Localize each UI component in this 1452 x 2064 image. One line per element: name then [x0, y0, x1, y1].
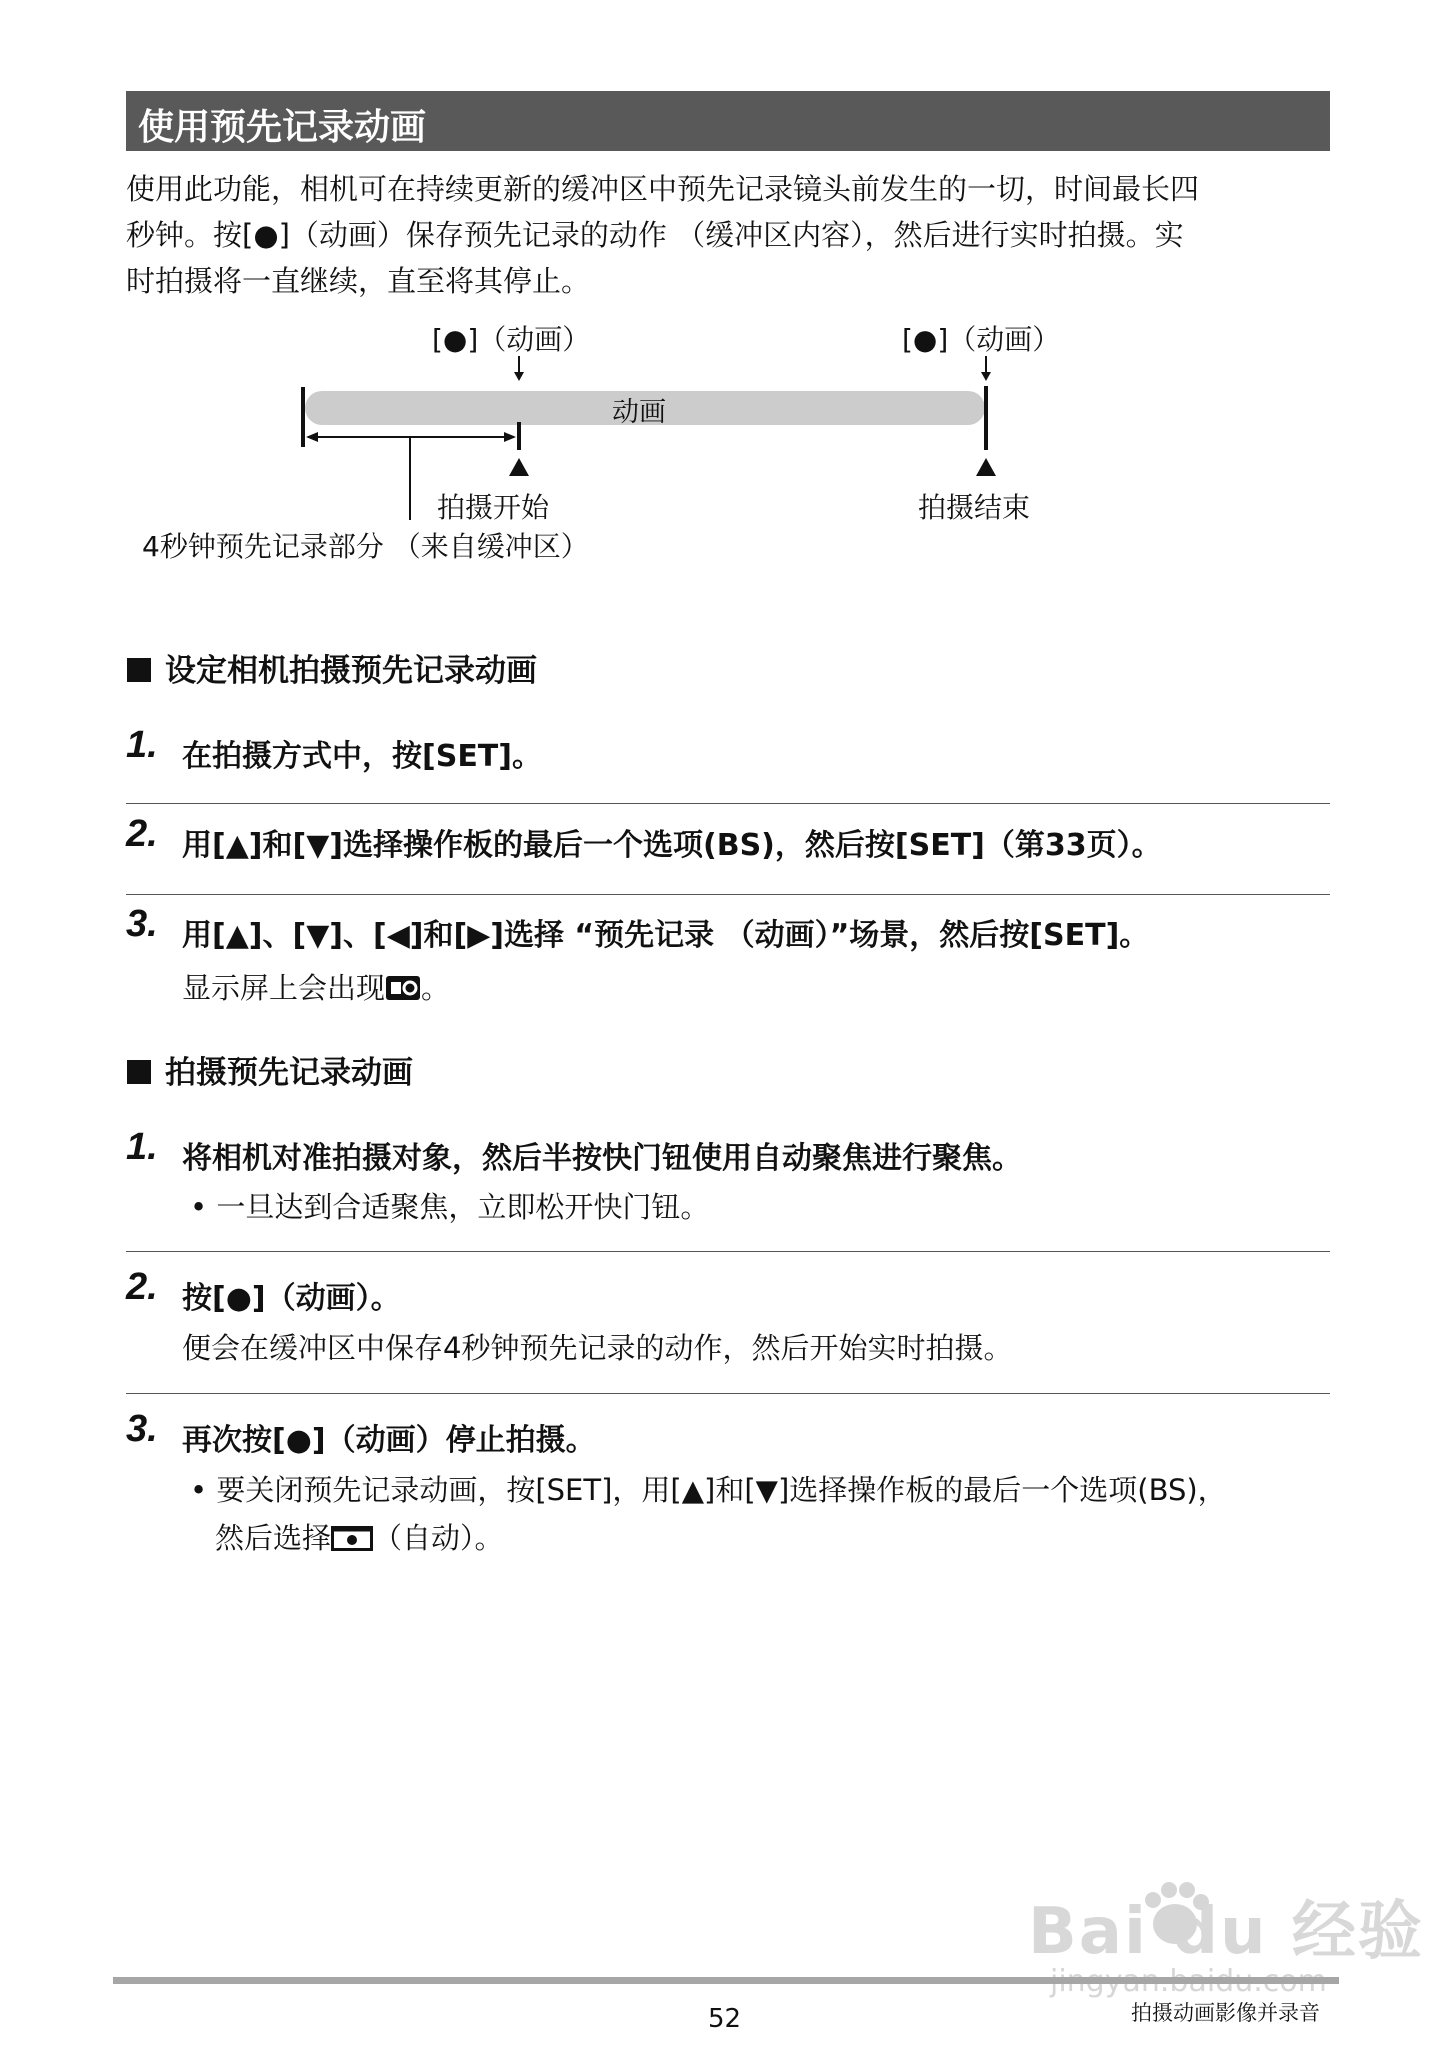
end-down-arrow-icon — [981, 356, 991, 381]
record-start-label: 拍摄开始 — [437, 491, 550, 524]
shoot-step-3-bullet-line-1: • 要关闭预先记录动画，按[SET]，用[▲]和[▼]选择操作板的最后一个选项(BS)， — [190, 1473, 1227, 1507]
divider — [126, 1251, 1330, 1252]
intro-line-2: 秒钟。按[●]（动画）保存预先记录的动作 （缓冲区内容），然后进行实时拍摄。实 — [126, 218, 1184, 252]
shoot-step-3-text: 再次按[●]（动画）停止拍摄。 — [182, 1423, 596, 1458]
shoot-heading — [127, 1047, 413, 1092]
shoot-step-1-number: 1. — [126, 1126, 158, 1168]
shoot-step-3-bullet-line-2-end: （自动）。 — [373, 1521, 504, 1555]
setup-step-3-number: 3. — [126, 903, 158, 945]
heading-square-icon — [127, 658, 151, 682]
section-title: 使用预先记录动画 — [138, 107, 427, 148]
shoot-step-2-sub: 便会在缓冲区中保存4秒钟预先记录的动作，然后开始实时拍摄。 — [182, 1331, 1013, 1365]
shoot-step-1-bullet: • 一旦达到合适聚焦，立即松开快门钮。 — [190, 1190, 710, 1224]
shoot-step-3-bullet-line-2 — [215, 1516, 504, 1559]
setup-step-1-text: 在拍摄方式中，按[SET]。 — [182, 739, 542, 774]
setup-heading — [127, 645, 537, 690]
bar-label: 动画 — [612, 397, 666, 428]
end-triangle-icon — [976, 458, 996, 476]
heading-square-icon — [127, 1060, 151, 1084]
footer-rule — [113, 1977, 1339, 1984]
setup-step-2-number: 2. — [126, 813, 158, 855]
divider — [126, 894, 1330, 895]
shoot-step-3-bullet-line-2-text: 然后选择 — [215, 1521, 332, 1555]
record-end-label: 拍摄结束 — [918, 491, 1031, 524]
shoot-heading-text: 拍摄预先记录动画 — [165, 1055, 413, 1091]
shoot-step-3-number: 3. — [126, 1408, 158, 1450]
intro-line-3: 时拍摄将一直继续，直至将其停止。 — [126, 264, 591, 298]
divider — [126, 803, 1330, 804]
start-triangle-icon — [509, 458, 529, 476]
start-down-arrow-icon — [514, 356, 524, 381]
setup-step-3-sub-text: 显示屏上会出现 — [182, 971, 386, 1005]
page-number: 52 — [708, 2004, 742, 2034]
prerecord-movie-icon — [385, 974, 421, 1009]
shoot-step-1-text: 将相机对准拍摄对象，然后半按快门钮使用自动聚焦进行聚焦。 — [182, 1141, 1022, 1176]
shoot-step-2-number: 2. — [126, 1266, 158, 1308]
intro-line-1: 使用此功能，相机可在持续更新的缓冲区中预先记录镜头前发生的一切，时间最长四 — [126, 172, 1200, 206]
diagram-end-button-label: [●]（动画） — [902, 323, 1061, 356]
auto-mode-camera-icon — [331, 1524, 373, 1559]
footer-chapter-title: 拍摄动画影像并录音 — [1131, 2001, 1320, 2025]
setup-step-3-sub — [182, 966, 450, 1009]
setup-step-1-number: 1. — [126, 724, 158, 766]
watermark-text: Bai du 经验 — [1028, 1895, 1424, 1969]
divider — [126, 1393, 1330, 1394]
setup-step-3-text: 用[▲]、[▼]、[◀]和[▶]选择 “预先记录 （动画）”场景，然后按[SET]。 — [182, 918, 1150, 953]
setup-step-2-text: 用[▲]和[▼]选择操作板的最后一个选项(BS)，然后按[SET]（第33页）。 — [182, 828, 1162, 863]
shoot-step-2-text: 按[●]（动画）。 — [182, 1281, 401, 1316]
setup-heading-text: 设定相机拍摄预先记录动画 — [165, 653, 537, 689]
buffer-label: 4秒钟预先记录部分 （来自缓冲区） — [142, 530, 589, 563]
diagram-start-button-label: [●]（动画） — [432, 323, 591, 356]
timeline-diagram — [0, 0, 1452, 520]
setup-step-3-sub-end: 。 — [421, 971, 451, 1005]
